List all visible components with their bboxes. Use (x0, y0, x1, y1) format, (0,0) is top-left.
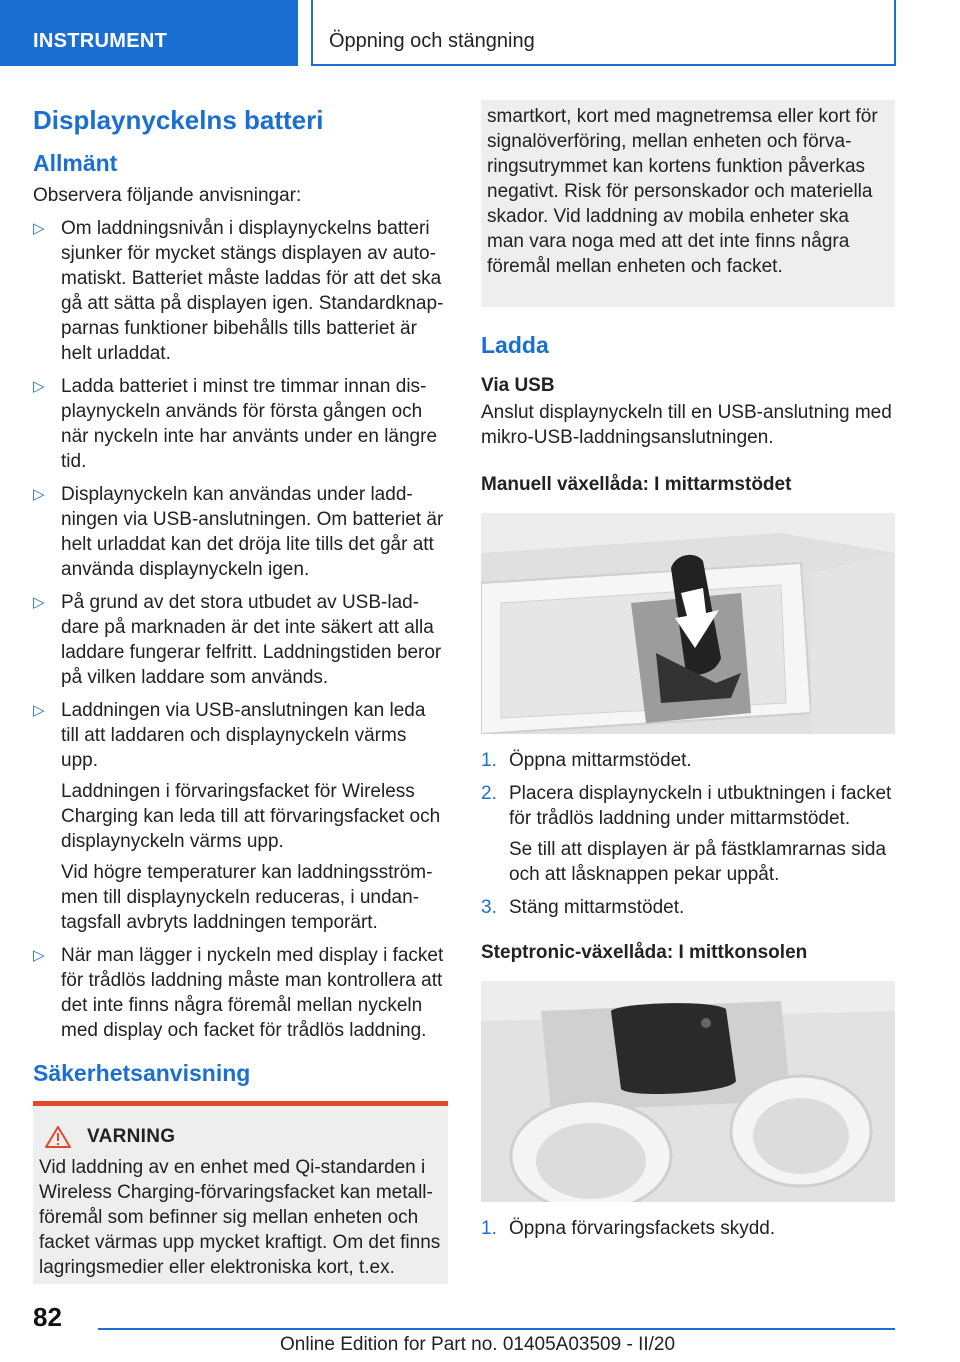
chapter-tab[interactable] (0, 0, 298, 66)
bullet-arrow-icon: ▷ (33, 378, 45, 395)
footer-edition: Online Edition for Part no. 01405A03509 - II/20 (280, 1334, 676, 1355)
chapter-title: INSTRUMENT (33, 30, 168, 52)
right-column (481, 100, 895, 1249)
list-item: ▷ Ladda batteriet i minst tre timmar innan displaynyckeln används för första gången och när nyckeln inte har använts under en längre tid. (33, 376, 438, 472)
warning-label: VARNING (87, 1126, 176, 1147)
list-item: 1. Öppna förvaringsfackets skydd. (481, 1218, 776, 1239)
step-number: 1. (481, 750, 497, 771)
bullet-arrow-icon: ▷ (33, 594, 45, 611)
intro-text: Observera följande anvisningar: (33, 185, 302, 206)
section-tab (311, 0, 896, 66)
instruction-list (33, 216, 448, 1043)
warning-title (39, 1124, 442, 1149)
bullet-arrow-icon: ▷ (33, 220, 45, 237)
warning-continuation-text: smartkort, kort med magnetremsa eller kort för signalöverföring, mellan enheten och förvaringsutrymmet kan kortens funktion påverkas negativt. Risk för personskador och materiella skador. Vid laddning av mobila enheter ska man vara noga med att det inte finns några föremål mellan enheten och facket. (487, 106, 878, 277)
page-number: 82 (33, 1302, 62, 1332)
list-item: ▷ På grund av det stora utbudet av USB-laddare på marknaden är det inte säkert att alla laddare fungerar felfritt. Laddningstiden beror på vilken laddare som används. (33, 592, 442, 688)
bullet-arrow-icon: ▷ (33, 947, 45, 964)
footer-divider (98, 1328, 895, 1330)
charge-heading: Ladda (481, 332, 549, 358)
safety-heading: Säkerhetsanvisning (33, 1060, 251, 1086)
manual-gearbox-heading: Manuell växellåda: I mittarmstödet (481, 474, 792, 495)
step-number: 2. (481, 783, 497, 804)
page-header (0, 0, 960, 66)
list-item: ▷ När man lägger i nyckeln med display i facket för trådlös laddning måste man kontrollera att det inte finns några föremål mellan nyckeln med display och facket för trådlös laddning. (33, 945, 444, 1041)
warning-box (33, 1101, 448, 1284)
list-item: 1. Öppna mittarmstödet. (481, 750, 692, 771)
left-column (33, 100, 448, 1284)
list-item: 3. Stäng mittarmstödet. (481, 897, 685, 918)
manual-steps-list (481, 748, 895, 920)
usb-heading: Via USB (481, 375, 555, 396)
console-illustration (481, 981, 895, 1202)
bullet-arrow-icon: ▷ (33, 486, 45, 503)
warning-triangle-icon (45, 1126, 71, 1148)
usb-text: Anslut displaynyckeln till en USB-anslutning med mikro-USB-laddningsanslutningen. (481, 402, 892, 448)
step-number: 3. (481, 897, 497, 918)
steptronic-heading: Steptronic-växellåda: I mittkonsolen (481, 942, 808, 963)
steptronic-steps-list (481, 1216, 895, 1241)
bullet-arrow-icon: ▷ (33, 702, 45, 719)
step-number: 1. (481, 1218, 497, 1239)
general-heading: Allmänt (33, 150, 118, 176)
page-title: Displaynyckelns batteri (33, 105, 324, 135)
list-item: 2. Placera displaynyckeln i utbuktningen i facket för trådlös laddning under mittarmstödet. Se till att displayen är på fästklamrarnas sida och att låsknappen pekar uppåt. (481, 783, 892, 885)
armrest-illustration (481, 513, 895, 734)
list-item: ▷ Laddningen via USB-anslutningen kan leda till att laddaren och displaynyckeln värms upp. Laddningen i förvaringsfacket för Wireless Charging kan leda till att förvaringsfacket och displaynyckeln värms upp. Vid högre temperaturer kan laddningsströmmen till displaynyckeln reduceras, i undantagsfall avbryts laddningen temporärt. (33, 700, 441, 933)
console-charging-photo (481, 981, 895, 1202)
section-title: Öppning och stängning (329, 30, 535, 52)
list-item: ▷ Displaynyckeln kan användas under laddningen via USB-anslutningen. Om batteriet är helt urladdat kan det dröja lite tills det går att använda displaynyckeln igen. (33, 484, 444, 580)
warning-continuation-box (481, 100, 895, 307)
list-item: ▷ Om laddningsnivån i displaynyckelns batteri sjunker för mycket stängs displayen av automatiskt. Batteriet måste laddas för att det ska gå att sätta på displayen igen. Standardknapparnas funktioner bibehålls tills batteriet är helt urladdat. (33, 218, 444, 364)
warning-text: Vid laddning av en enhet med Qi-standarden i Wireless Charging-förvaringsfacket kan metallföremål som befinner sig mellan enheten och facket värmas upp mycket kraftigt. Om det finns lagringsmedier eller elektroniska kort, t.ex. (39, 1157, 441, 1278)
armrest-charging-photo (481, 513, 895, 734)
